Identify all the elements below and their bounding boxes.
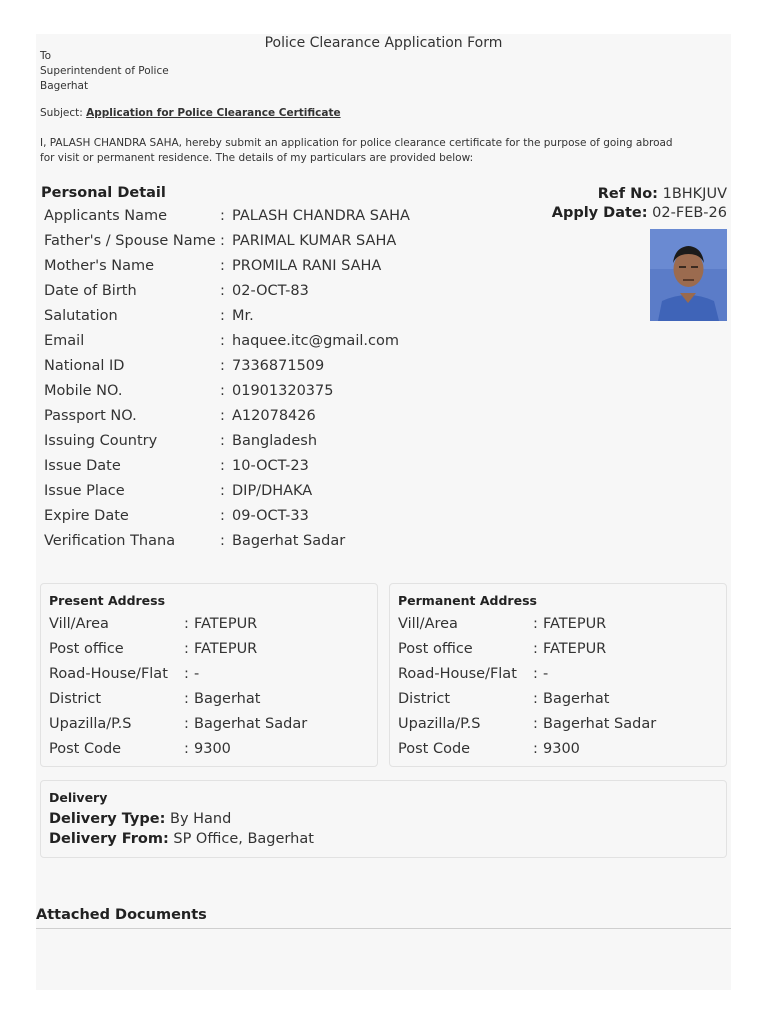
address-colon: : [533,691,538,707]
address-colon: : [184,666,189,682]
address-value: Bagerhat Sadar [543,716,657,732]
to-label: To [40,50,52,62]
detail-colon: : [220,408,225,424]
address-label: Upazilla/P.S [398,716,481,732]
permanent-address-card [389,583,727,767]
detail-colon: : [220,358,225,374]
address-colon: : [533,616,538,632]
detail-colon: : [220,333,225,349]
delivery-heading: Delivery [49,790,108,805]
apply-date [552,204,727,223]
detail-value: Bagerhat Sadar [232,533,346,549]
detail-label: Issue Place [44,483,125,499]
detail-label: Verification Thana [44,533,176,549]
address-label: District [49,691,102,707]
detail-value: Bangladesh [232,433,318,449]
address-value: Bagerhat [543,691,610,707]
address-colon: : [184,716,189,732]
detail-colon: : [220,258,225,274]
address-value: Bagerhat Sadar [194,716,308,732]
address-value: 9300 [543,741,580,757]
detail-colon: : [220,533,225,549]
address-value: FATEPUR [543,616,607,632]
detail-label: Issuing Country [44,433,158,449]
delivery-from-value: SP Office, Bagerhat [173,831,314,847]
detail-value: 7336871509 [232,358,325,374]
detail-colon: : [220,308,225,324]
detail-label: Father's / Spouse Name [44,233,216,249]
address-label: Vill/Area [49,616,109,632]
address-label: District [398,691,451,707]
detail-colon: : [220,433,225,449]
address-label: Post office [49,641,124,657]
delivery-from [49,831,314,847]
detail-value: 01901320375 [232,383,334,399]
delivery-type [49,811,231,827]
ref-value: 1BHKJUV [662,186,727,202]
address-value: - [543,666,549,682]
ref-label: Ref No: [597,186,658,202]
detail-value: A12078426 [232,408,316,424]
attached-documents-heading: Attached Documents [36,907,207,923]
recipient-block [40,49,169,94]
application-sheet [36,34,731,990]
apply-date-value: 02-FEB-26 [652,205,727,221]
detail-value: 02-OCT-83 [232,283,309,299]
intro-paragraph [40,136,680,166]
address-value: - [194,666,200,682]
address-colon: : [533,666,538,682]
address-colon: : [184,741,189,757]
present-address-card [40,583,378,767]
detail-colon: : [220,383,225,399]
detail-label: Expire Date [44,508,129,524]
address-label: Post Code [398,741,471,757]
address-value: Bagerhat [194,691,261,707]
address-value: FATEPUR [194,641,258,657]
detail-colon: : [220,233,225,249]
detail-label: Salutation [44,308,118,324]
detail-value: Mr. [232,308,254,324]
subject-text: Application for Police Clearance Certificate [86,107,341,119]
address-label: Post Code [49,741,122,757]
detail-label: Mobile NO. [44,383,123,399]
detail-value: PARIMAL KUMAR SAHA [232,233,397,249]
delivery-from-label: Delivery From: [49,831,169,847]
detail-value: haquee.itc@gmail.com [232,333,399,349]
address-label: Upazilla/P.S [49,716,132,732]
address-value: 9300 [194,741,231,757]
page-title: Police Clearance Application Form [264,35,503,51]
detail-label: Mother's Name [44,258,155,274]
detail-value: 09-OCT-33 [232,508,309,524]
subject-label: Subject: [40,107,83,119]
ref-number [552,185,727,204]
personal-detail-heading: Personal Detail [41,185,166,201]
subject-line [40,107,341,119]
applicant-photo [650,229,727,321]
detail-value: DIP/DHAKA [232,483,313,499]
address-colon: : [533,741,538,757]
detail-colon: : [220,458,225,474]
address-label: Vill/Area [398,616,458,632]
address-value: FATEPUR [543,641,607,657]
detail-label: Email [44,333,85,349]
recipient-title: Superintendent of Police [40,65,169,77]
address-colon: : [184,616,189,632]
detail-label: Date of Birth [44,283,137,299]
delivery-type-value: By Hand [170,811,232,827]
reference-block [552,185,727,223]
recipient-location: Bagerhat [40,80,89,92]
detail-value: PALASH CHANDRA SAHA [232,208,410,224]
detail-colon: : [220,283,225,299]
apply-date-label: Apply Date: [551,205,648,221]
permanent-address-heading: Permanent Address [398,593,537,608]
detail-label: Applicants Name [44,208,168,224]
detail-colon: : [220,483,225,499]
address-colon: : [184,641,189,657]
present-address-heading: Present Address [49,593,166,608]
detail-value: 10-OCT-23 [232,458,309,474]
detail-colon: : [220,508,225,524]
detail-label: National ID [44,358,125,374]
address-colon: : [533,641,538,657]
detail-value: PROMILA RANI SAHA [232,258,382,274]
applicant-photo-image [650,229,727,321]
detail-colon: : [220,208,225,224]
detail-label: Passport NO. [44,408,137,424]
address-label: Road-House/Flat [49,666,168,682]
detail-label: Issue Date [44,458,121,474]
address-label: Road-House/Flat [398,666,517,682]
delivery-card [40,780,727,858]
address-label: Post office [398,641,473,657]
delivery-type-label: Delivery Type: [49,811,166,827]
address-colon: : [184,691,189,707]
intro-line: I, PALASH CHANDRA SAHA, hereby submit an application for police clearance certificate for the purpose of going abroad [40,137,673,149]
address-colon: : [533,716,538,732]
section-divider [36,928,731,929]
intro-line: for visit or permanent residence. The details of my particulars are provided below: [40,152,474,164]
address-value: FATEPUR [194,616,258,632]
